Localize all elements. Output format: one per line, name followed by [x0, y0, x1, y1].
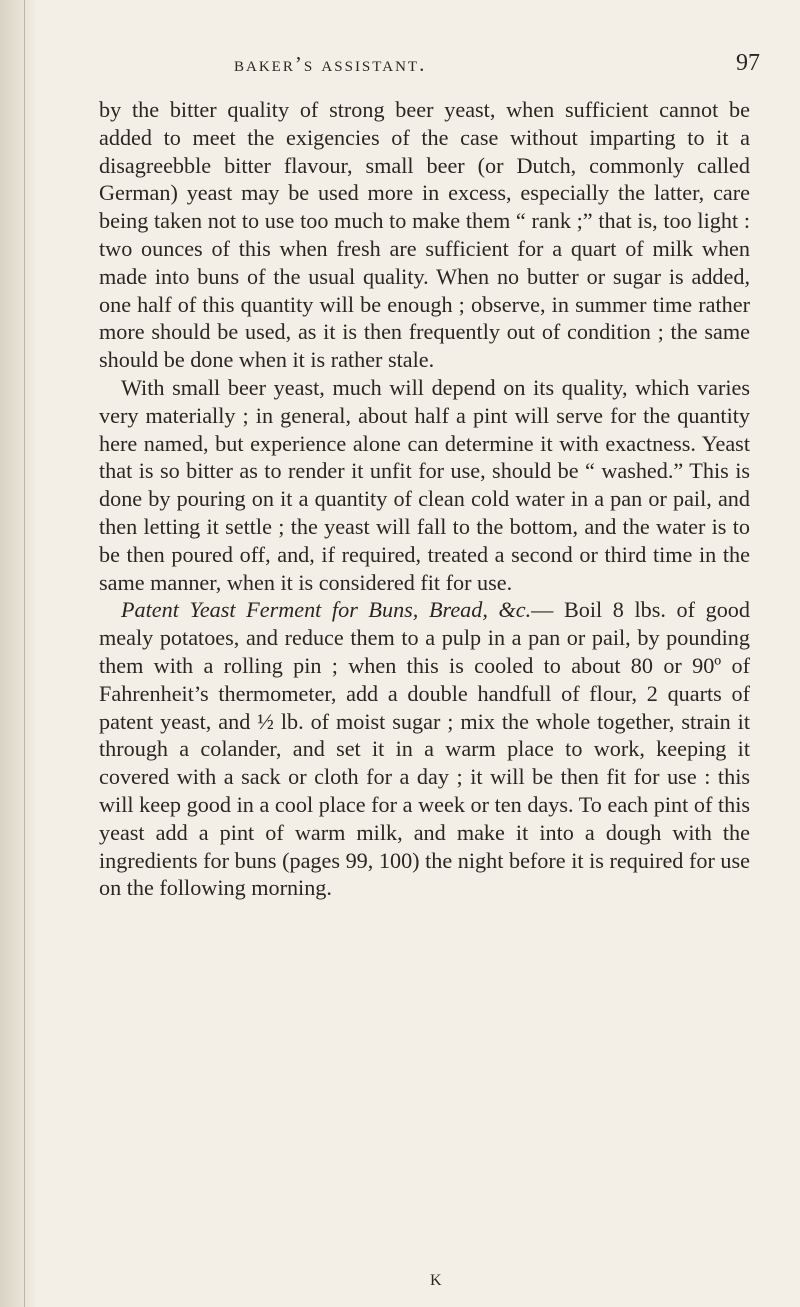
page-number: 97: [736, 50, 760, 76]
gutter-line: [24, 0, 25, 1307]
paragraph-patent-yeast: [99, 596, 750, 902]
recipe-heading: Patent Yeast Ferment for Buns, Bread, &c.: [121, 597, 532, 623]
paragraph-small-beer-yeast: With small beer yeast, much will depend on its quality, which varies very materially ; in general, about half a pint will serve for the quantity here named, but experience alone can determine it with exactness. Yeast that is so bitter as to render it unfit for use, should be “ washed.” This is done by pouring on it a quantity of clean cold water in a pan or pail, and then letting it settle ; the yeast will fall to the bottom, and the water is to be then poured off, and, if required, treated a second or third time in the same manner, when it is considered fit for use.: [99, 374, 750, 595]
body-text: [99, 96, 750, 902]
paragraph-continued: by the bitter quality of strong beer yeast, when sufficient cannot be added to meet the exigencies of the case without imparting to it a disagreebble bitter flavour, small beer (or Dutch, commonly called German) yeast may be used more in excess, especially the latter, care being taken not to use too much to make them “ rank ;” that is, too light : two ounces of this when fresh are sufficient for a quart of milk when made into buns of the usual quality. When no butter or sugar is added, one half of this quantity will be enough ; observe, in summer time rather more should be used, as it is then frequently out of condition ; the same should be done when it is rather stale.: [99, 97, 750, 373]
page-gutter: [0, 0, 38, 1307]
page-header: [80, 44, 760, 84]
running-head: baker’s assistant.: [234, 52, 427, 76]
recipe-text: — Boil 8 lbs. of good mealy potatoes, and reduce them to a pulp in a pan or pail, by pounding them with a rolling pin ; when this is cooled to about 80 or 90º of Fahrenheit’s thermometer, add a double handfull of flour, 2 quarts of patent yeast, and ½ lb. of moist sugar ; mix the whole together, strain it through a colander, and set it in a warm place to work, keeping it covered with a sack or cloth for a day ; it will be then fit for use : this will keep good in a cool place for a week or ten days. To each pint of this yeast add a pint of warm milk, and make it into a dough with the ingredients for buns (pages 99, 100) the night before it is required for use on the following morning.: [99, 597, 750, 901]
signature-mark: K: [430, 1272, 443, 1289]
